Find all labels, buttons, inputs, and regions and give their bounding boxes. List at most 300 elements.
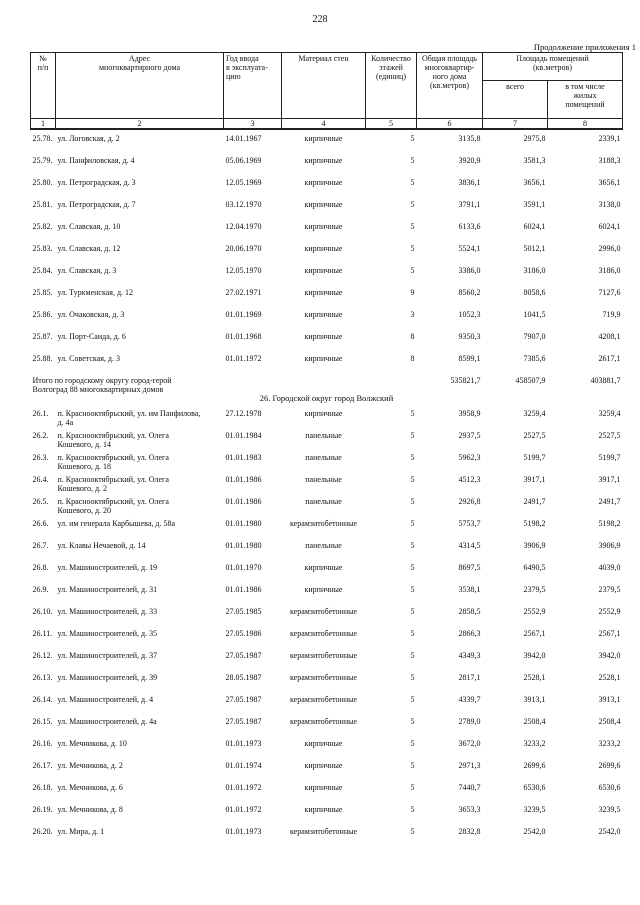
table-row — [31, 354, 623, 363]
row-material: кирпичные — [304, 761, 343, 770]
row-address — [56, 827, 224, 836]
column-number: 5 — [366, 119, 417, 130]
row-year: 01.01.1970 — [225, 563, 262, 572]
row-area-living: 3239,5 — [598, 805, 621, 814]
row-material: кирпичные — [304, 563, 343, 572]
row-material: кирпичные — [304, 332, 343, 341]
row-area-all: 2528,1 — [523, 673, 546, 682]
row-number: 26.18. — [32, 783, 53, 792]
address-line: ул. Машиностроителей, д. 39 — [57, 673, 158, 682]
row-material: панельные — [305, 497, 342, 506]
address-line: п. Краснооктябрьский, ул. Олега — [57, 453, 169, 462]
row-area-all: 3591,1 — [523, 200, 546, 209]
row-year: 01.01.1969 — [225, 310, 262, 319]
address-line: ул. Машиностроителей, д. 33 — [57, 607, 158, 616]
row-material: панельные — [305, 453, 342, 462]
row-year: 01.01.1980 — [225, 519, 262, 528]
row-area-all: 3239,5 — [523, 805, 546, 814]
row-floors: 5 — [410, 651, 415, 660]
row-area-living: 6024,1 — [598, 222, 621, 231]
row-number: 26.8. — [32, 563, 49, 572]
row-year: 01.01.1986 — [225, 585, 262, 594]
row-year: 27.05.1986 — [225, 629, 262, 638]
row-area-all: 3906,9 — [523, 541, 546, 550]
total-label-line: Итого по городскому округу город-герой — [32, 376, 172, 385]
row-area-living: 2339,1 — [598, 134, 621, 143]
address-line: ул. Машиностроителей, д. 35 — [57, 629, 158, 638]
row-address — [56, 244, 224, 253]
row-floors: 3 — [410, 310, 415, 319]
row-area-all: 3656,1 — [523, 178, 546, 187]
row-material: кирпичные — [304, 266, 343, 275]
address-line: ул. Машиностроителей, д. 4а — [57, 717, 157, 726]
row-area-all: 6490,5 — [523, 563, 546, 572]
row-number: 26.11. — [32, 629, 53, 638]
row-year: 12.05.1970 — [225, 266, 262, 275]
table-row — [31, 200, 623, 209]
address-line: ул. Мира, д. 1 — [57, 827, 105, 836]
row-area-all: 2508,4 — [523, 717, 546, 726]
row-area-living: 2552,9 — [598, 607, 621, 616]
header-total-area: Общая площадь многоквартир- ного дома (кв.метров) — [417, 53, 483, 119]
address-line: ул. Панфиловская, д. 4 — [57, 156, 135, 165]
row-area-living: 7127,6 — [598, 288, 621, 297]
row-floors: 5 — [410, 519, 415, 528]
row-floors: 8 — [410, 354, 415, 363]
row-number: 26.7. — [32, 541, 49, 550]
row-total-area: 5753,7 — [458, 519, 481, 528]
table-body — [31, 129, 623, 849]
table-row — [31, 739, 623, 748]
table-row — [31, 761, 623, 770]
row-floors: 5 — [410, 178, 415, 187]
row-total-area: 3538,1 — [458, 585, 481, 594]
row-number: 26.5. — [32, 497, 49, 506]
column-number: 4 — [282, 119, 366, 130]
row-year: 01.01.1968 — [225, 332, 262, 341]
row-material: кирпичные — [304, 585, 343, 594]
table-row — [31, 453, 623, 471]
address-line: ул. Петроградская, д. 7 — [57, 200, 136, 209]
row-material: кирпичные — [304, 200, 343, 209]
address-line: ул. Машиностроителей, д. 19 — [57, 563, 158, 572]
row-number: 26.1. — [32, 409, 49, 418]
row-year: 27.12.1978 — [225, 409, 262, 418]
address-line: Кошевого, д. 14 — [57, 440, 112, 449]
header-floors: Количество этажей (единиц) — [366, 53, 417, 119]
row-material: панельные — [305, 431, 342, 440]
row-material: керамзитобетонные — [289, 607, 358, 616]
row-year: 01.01.1972 — [225, 783, 262, 792]
row-number: 26.20. — [32, 827, 53, 836]
housing-table — [30, 52, 623, 849]
table-row — [31, 497, 623, 515]
address-line: ул. Порт-Саида, д. 6 — [57, 332, 126, 341]
row-material: кирпичные — [304, 156, 343, 165]
header-material: Материал стен — [282, 53, 366, 119]
row-floors: 5 — [410, 453, 415, 462]
row-floors: 5 — [410, 156, 415, 165]
row-floors: 5 — [410, 673, 415, 682]
row-floors: 5 — [410, 475, 415, 484]
row-total-area: 1052,3 — [458, 310, 481, 319]
row-area-living: 2528,1 — [598, 673, 621, 682]
row-number: 26.19. — [32, 805, 53, 814]
total-label-line: Волгоград 88 многоквартирных домов — [32, 385, 164, 394]
table-row — [31, 222, 623, 231]
row-area-all: 3581,3 — [523, 156, 546, 165]
row-material: керамзитобетонные — [289, 695, 358, 704]
address-line: д. 4а — [57, 418, 74, 427]
row-area-living: 2617,1 — [598, 354, 621, 363]
table-row — [31, 563, 623, 572]
address-line: ул. Славская, д. 3 — [57, 266, 117, 275]
row-total-area: 4349,3 — [458, 651, 481, 660]
row-year: 27.05.1987 — [225, 695, 262, 704]
row-year: 20.06.1970 — [225, 244, 262, 253]
row-area-living: 3917,1 — [598, 475, 621, 484]
row-area-all: 1041,5 — [523, 310, 546, 319]
row-address — [56, 805, 224, 814]
row-address — [56, 354, 224, 363]
row-year: 01.01.1983 — [225, 453, 262, 462]
row-area-all: 8058,6 — [523, 288, 546, 297]
row-total-area: 2971,3 — [458, 761, 481, 770]
row-material: кирпичные — [304, 783, 343, 792]
address-line: Кошевого, д. 2 — [57, 484, 108, 493]
row-area-living: 5199,7 — [598, 453, 621, 462]
row-area-living: 2996,0 — [598, 244, 621, 253]
address-line: ул. Советская, д. 3 — [57, 354, 120, 363]
row-total-area: 3135,8 — [458, 134, 481, 143]
row-area-living: 3186,0 — [598, 266, 621, 275]
row-year: 01.01.1986 — [225, 497, 262, 506]
table-row — [31, 629, 623, 638]
row-area-living: 3233,2 — [598, 739, 621, 748]
row-floors: 5 — [410, 134, 415, 143]
row-floors: 9 — [410, 288, 415, 297]
row-floors: 5 — [410, 717, 415, 726]
column-number: 3 — [224, 119, 282, 130]
row-total-area: 3920,9 — [458, 156, 481, 165]
row-area-all: 5199,7 — [523, 453, 546, 462]
row-number: 26.12. — [32, 651, 53, 660]
row-year: 01.01.1973 — [225, 739, 262, 748]
row-address — [56, 288, 224, 297]
table-row — [31, 266, 623, 275]
total-label — [31, 376, 417, 394]
table-row — [31, 585, 623, 594]
row-year: 27.05.1987 — [225, 717, 262, 726]
row-address — [56, 200, 224, 209]
row-address — [56, 453, 224, 471]
row-total-area: 3672,0 — [458, 739, 481, 748]
header-address: Адрес многоквартирного дома — [56, 53, 224, 119]
row-total-area: 3386,0 — [458, 266, 481, 275]
header-premises-area: Площадь помещений (кв.метров) — [483, 53, 623, 81]
address-line: ул. Машиностроителей, д. 31 — [57, 585, 158, 594]
row-number: 25.79. — [32, 156, 53, 165]
row-total-area: 6133,6 — [458, 222, 481, 231]
row-address — [56, 475, 224, 493]
row-total-area: 3791,1 — [458, 200, 481, 209]
address-line: ул. Славская, д. 10 — [57, 222, 121, 231]
row-area-all: 3186,0 — [523, 266, 546, 275]
row-area-living: 4208,1 — [598, 332, 621, 341]
row-floors: 5 — [410, 200, 415, 209]
address-line: Кошевого, д. 20 — [57, 506, 112, 515]
row-area-all: 6530,6 — [523, 783, 546, 792]
row-address — [56, 178, 224, 187]
row-number: 26.15. — [32, 717, 53, 726]
row-number: 25.86. — [32, 310, 53, 319]
row-area-living: 2491,7 — [598, 497, 621, 506]
row-material: панельные — [305, 541, 342, 550]
row-year: 27.05.1987 — [225, 651, 262, 660]
row-address — [56, 761, 224, 770]
row-total-area: 2789,0 — [458, 717, 481, 726]
row-area-all: 2975,8 — [523, 134, 546, 143]
row-address — [56, 332, 224, 341]
row-area-all: 2491,7 — [523, 497, 546, 506]
row-floors: 5 — [410, 222, 415, 231]
address-line: ул. Славская, д. 12 — [57, 244, 121, 253]
row-year: 12.04.1970 — [225, 222, 262, 231]
row-floors: 5 — [410, 266, 415, 275]
column-number: 6 — [417, 119, 483, 130]
row-area-all: 7907,0 — [523, 332, 546, 341]
total-living-sum: 403881,7 — [590, 376, 621, 385]
page-number: 228 — [312, 14, 328, 25]
row-address — [56, 266, 224, 275]
address-line: п. Краснооктябрьский, ул. Олега — [57, 475, 169, 484]
row-address — [56, 134, 224, 143]
row-year: 01.01.1972 — [225, 805, 262, 814]
row-year: 27.05.1985 — [225, 607, 262, 616]
row-number: 25.82. — [32, 222, 53, 231]
header-all: всего — [483, 81, 548, 119]
row-number: 25.83. — [32, 244, 53, 253]
row-total-area: 9350,3 — [458, 332, 481, 341]
row-number: 26.10. — [32, 607, 53, 616]
address-line: п. Краснооктябрьский, ул. им Панфилова, — [57, 409, 201, 418]
row-area-all: 3942,0 — [523, 651, 546, 660]
row-address — [56, 651, 224, 660]
row-number: 25.85. — [32, 288, 53, 297]
row-number: 26.13. — [32, 673, 53, 682]
row-address — [56, 409, 224, 427]
row-year: 12.05.1969 — [225, 178, 262, 187]
row-material: керамзитобетонные — [289, 717, 358, 726]
row-address — [56, 431, 224, 449]
column-number: 2 — [56, 119, 224, 130]
row-address — [56, 497, 224, 515]
row-material: кирпичные — [304, 178, 343, 187]
row-total-area: 2817,1 — [458, 673, 481, 682]
row-total-area: 4512,3 — [458, 475, 481, 484]
row-floors: 5 — [410, 585, 415, 594]
row-number: 25.78. — [32, 134, 53, 143]
table-row — [31, 409, 623, 427]
row-number: 26.3. — [32, 453, 49, 462]
row-floors: 5 — [410, 695, 415, 704]
address-line: ул. Логовская, д. 2 — [57, 134, 120, 143]
row-address — [56, 739, 224, 748]
row-area-living: 2567,1 — [598, 629, 621, 638]
row-year: 01.01.1980 — [225, 541, 262, 550]
row-area-living: 3656,1 — [598, 178, 621, 187]
row-floors: 5 — [410, 761, 415, 770]
table-row — [31, 673, 623, 682]
row-floors: 5 — [410, 409, 415, 418]
row-year: 14.01.1967 — [225, 134, 262, 143]
row-total-area: 4339,7 — [458, 695, 481, 704]
address-line: ул. Мечникова, д. 6 — [57, 783, 123, 792]
row-total-area: 8560,2 — [458, 288, 481, 297]
row-area-living: 2699,6 — [598, 761, 621, 770]
table-row — [31, 431, 623, 449]
row-material: керамзитобетонные — [289, 673, 358, 682]
row-address — [56, 717, 224, 726]
header-num: № п/п — [31, 53, 56, 119]
row-total-area: 2866,3 — [458, 629, 481, 638]
row-area-living: 5198,2 — [598, 519, 621, 528]
row-number: 26.9. — [32, 585, 49, 594]
row-number: 25.80. — [32, 178, 53, 187]
row-year: 01.01.1986 — [225, 475, 262, 484]
row-material: кирпичные — [304, 409, 343, 418]
row-material: панельные — [305, 475, 342, 484]
row-material: кирпичные — [304, 805, 343, 814]
row-area-all: 3913,1 — [523, 695, 546, 704]
address-line: ул. Машиностроителей, д. 37 — [57, 651, 158, 660]
row-floors: 5 — [410, 244, 415, 253]
address-line: ул. Петроградская, д. 3 — [57, 178, 136, 187]
row-material: кирпичные — [304, 222, 343, 231]
address-line: ул. Машиностроителей, д. 4 — [57, 695, 154, 704]
table-row — [31, 475, 623, 493]
row-floors: 5 — [410, 563, 415, 572]
continuation-note: Продолжение приложения 1 — [533, 42, 636, 52]
row-total-area: 2926,8 — [458, 497, 481, 506]
row-total-area: 8697,5 — [458, 563, 481, 572]
row-area-all: 2527,5 — [523, 431, 546, 440]
row-area-living: 2508,4 — [598, 717, 621, 726]
row-material: кирпичные — [304, 739, 343, 748]
row-number: 26.6. — [32, 519, 49, 528]
row-floors: 5 — [410, 827, 415, 836]
address-line: п. Краснооктябрьский, ул. Олега — [57, 431, 169, 440]
row-material: керамзитобетонные — [289, 629, 358, 638]
row-floors: 5 — [410, 431, 415, 440]
row-address — [56, 629, 224, 638]
row-year: 27.02.1971 — [225, 288, 262, 297]
table-row — [31, 805, 623, 814]
row-area-living: 3138,0 — [598, 200, 621, 209]
table-row — [31, 695, 623, 704]
row-floors: 5 — [410, 629, 415, 638]
column-number: 7 — [483, 119, 548, 130]
row-total-area: 3653,3 — [458, 805, 481, 814]
section-title: 26. Городской округ город Волжский — [259, 393, 394, 403]
row-address — [56, 607, 224, 616]
header-living: в том числе жилых помещений — [548, 81, 623, 119]
row-material: керамзитобетонные — [289, 519, 358, 528]
table-row — [31, 783, 623, 792]
table-row — [31, 827, 623, 836]
address-line: ул. Мечникова, д. 2 — [57, 761, 123, 770]
row-number: 25.84. — [32, 266, 53, 275]
row-material: кирпичные — [304, 244, 343, 253]
row-total-area: 5524,1 — [458, 244, 481, 253]
column-number: 1 — [31, 119, 56, 130]
row-area-all: 2542,0 — [523, 827, 546, 836]
table-row — [31, 607, 623, 616]
row-address — [56, 310, 224, 319]
table-row — [31, 717, 623, 726]
row-material: керамзитобетонные — [289, 651, 358, 660]
row-area-living: 3188,3 — [598, 156, 621, 165]
row-number: 25.88. — [32, 354, 53, 363]
row-floors: 5 — [410, 497, 415, 506]
row-address — [56, 519, 224, 528]
row-number: 25.81. — [32, 200, 53, 209]
row-area-living: 3259,4 — [598, 409, 621, 418]
row-floors: 5 — [410, 739, 415, 748]
row-area-all: 3233,2 — [523, 739, 546, 748]
row-total-area: 4314,5 — [458, 541, 481, 550]
address-line: ул. Очаковская, д. 3 — [57, 310, 125, 319]
row-area-all: 6024,1 — [523, 222, 546, 231]
total-row — [31, 376, 623, 394]
row-year: 01.01.1973 — [225, 827, 262, 836]
row-area-all: 5198,2 — [523, 519, 546, 528]
row-area-all: 3917,1 — [523, 475, 546, 484]
row-total-area: 2858,5 — [458, 607, 481, 616]
header-year: Год ввода в эксплуата- цию — [224, 53, 282, 119]
table-row — [31, 541, 623, 550]
row-area-all: 2552,9 — [523, 607, 546, 616]
row-area-living: 6530,6 — [598, 783, 621, 792]
row-year: 28.05.1987 — [225, 673, 262, 682]
row-total-area: 3836,1 — [458, 178, 481, 187]
row-area-living: 3942,0 — [598, 651, 621, 660]
table-row — [31, 519, 623, 528]
row-total-area: 7440,7 — [458, 783, 481, 792]
row-address — [56, 783, 224, 792]
row-material: кирпичные — [304, 354, 343, 363]
row-address — [56, 695, 224, 704]
address-line: ул. Мечникова, д. 8 — [57, 805, 123, 814]
address-line: п. Краснооктябрьский, ул. Олега — [57, 497, 169, 506]
row-area-all: 7385,6 — [523, 354, 546, 363]
row-area-all: 5012,1 — [523, 244, 546, 253]
row-address — [56, 156, 224, 165]
row-area-living: 2542,0 — [598, 827, 621, 836]
table-row — [31, 156, 623, 165]
row-number: 26.4. — [32, 475, 49, 484]
row-material: кирпичные — [304, 310, 343, 319]
row-number: 26.17. — [32, 761, 53, 770]
row-area-all: 2699,6 — [523, 761, 546, 770]
address-line: ул. Туркменская, д. 12 — [57, 288, 134, 297]
row-material: кирпичные — [304, 134, 343, 143]
table-row — [31, 134, 623, 143]
row-area-living: 719,9 — [602, 310, 621, 319]
table-row — [31, 651, 623, 660]
row-material: кирпичные — [304, 288, 343, 297]
row-total-area: 5962,3 — [458, 453, 481, 462]
